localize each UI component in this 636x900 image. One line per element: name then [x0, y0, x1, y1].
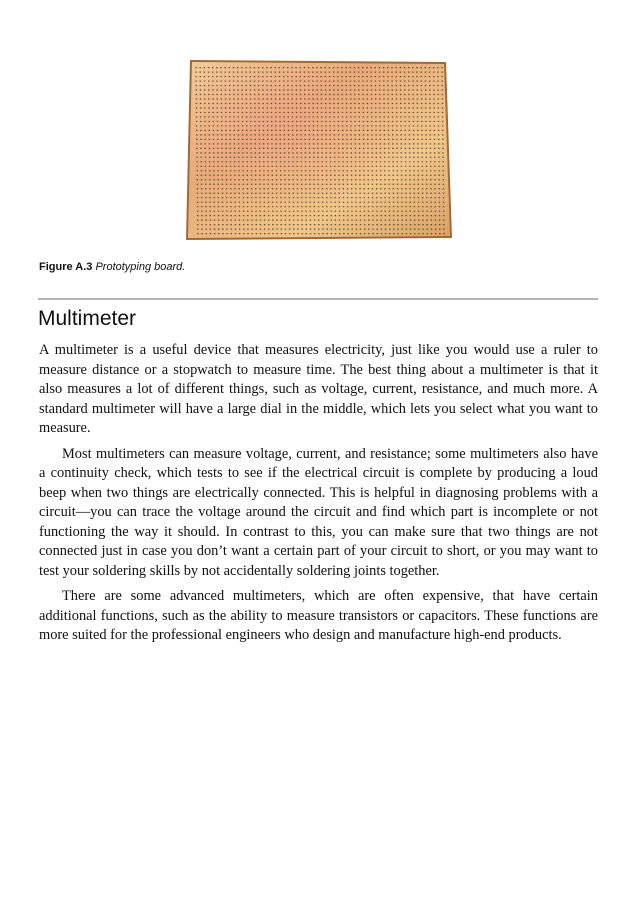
- figure-caption-text: Prototyping board.: [95, 261, 186, 273]
- prototyping-board-image: [184, 58, 454, 242]
- body-paragraph-2: Most multimeters can measure voltage, current, and resistance; some multimeters also have a continuity check, which tests to see if the electrical circuit is complete by producing a loud beep when two things are electrically connected. This is helpful in diagnosing problems with a circuit—you can trace the voltage around the circuit and find which part is incomplete or not functioning the way it should. In contrast to this, you can make sure that two things are not connected just in case you don’t want a certain part of your circuit to short, or you may want to test your soldering skills by not accidentally soldering joints together.: [39, 445, 598, 579]
- body-paragraph-3: There are some advanced multimeters, which are often expensive, that have certain additional functions, such as the ability to measure transistors or capacitors. These functions are more suited for the professional engineers who design and manufacture high-end products.: [39, 588, 598, 643]
- section-heading: Multimeter: [38, 307, 137, 330]
- figure-label: Figure A.3: [39, 261, 93, 273]
- section-body: [39, 341, 598, 652]
- section-divider: [38, 298, 598, 300]
- figure-caption: [39, 259, 599, 275]
- body-paragraph-1: A multimeter is a useful device that measures electricity, just like you would use a ruler to measure distance or a stopwatch to measure time. The best thing about a multimeter is that it also measures a lot of different things, such as voltage, current, resistance, and much more. A standard multimeter will have a large dial in the middle, which lets you select what you want to measure.: [39, 342, 598, 436]
